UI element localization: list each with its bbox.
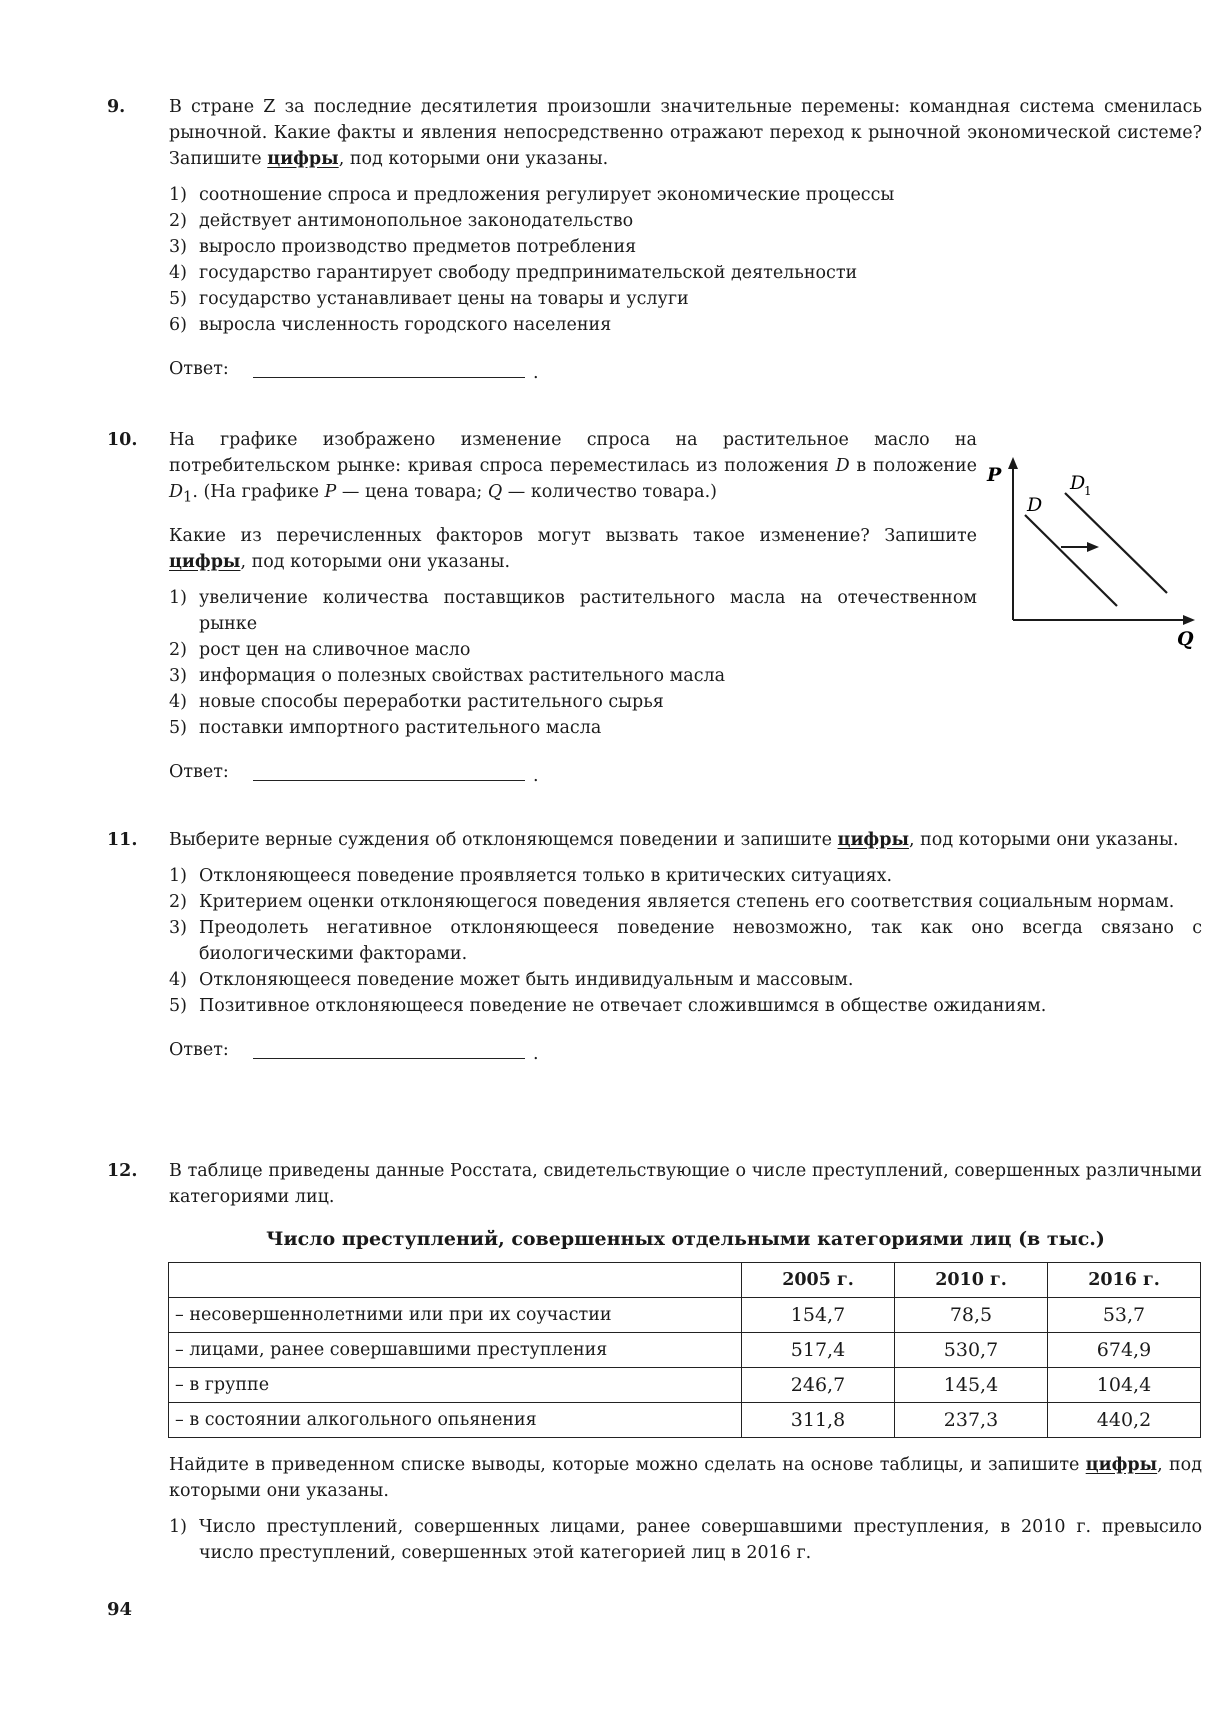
question-stem: Выберите верные суждения об отклоняющемся поведении и запишите цифры, под которыми они указаны. — [169, 830, 1179, 850]
question-stem: На графике изображено изменение спроса на растительное масло на потребительском рынке: кривая спроса переместилась из положения D в положение $D_1$. (На графике P — цена товара; Q — количество товара.) — [169, 430, 977, 506]
question-number: 12. — [107, 1161, 138, 1181]
question-12 — [107, 1158, 1202, 1566]
curve-label-d1-sub: 1 — [1084, 484, 1092, 498]
option-item: 5) Позитивное отклоняющееся поведение не отвечает сложившимся в обществе ожиданиям. — [169, 996, 1047, 1016]
options-list — [169, 585, 977, 741]
answer-line[interactable] — [253, 780, 525, 781]
question-stem-2: Какие из перечисленных факторов могут вызвать такое изменение? Запишите цифры, под которыми они указаны. — [169, 525, 977, 572]
p-axis-label: P — [987, 464, 1002, 486]
p-axis-arrow-icon — [1008, 457, 1018, 469]
demand-curve-d — [1025, 515, 1117, 606]
table-row — [169, 1368, 1201, 1403]
header-cell: 2010 г. — [895, 1263, 1048, 1298]
curve-label-d: D — [1027, 494, 1043, 516]
table-title: Число преступлений, совершенных отдельными категориями лиц (в тыс.) — [266, 1228, 1105, 1250]
answer-line[interactable] — [253, 1058, 525, 1059]
option-item: 2) действует антимонопольное законодательство — [169, 211, 634, 231]
table-header-row — [169, 1263, 1201, 1298]
demand-shift-graph — [985, 455, 1200, 655]
row-label: – в состоянии алкогольного опьянения — [169, 1403, 742, 1438]
question-9 — [107, 94, 1202, 386]
option-item: 6) выросла численность городского населения — [169, 315, 612, 335]
table-cell: 104,4 — [1048, 1368, 1201, 1403]
answer-label: Ответ: — [169, 761, 229, 782]
header-cell: 2005 г. — [742, 1263, 895, 1298]
table-cell: 674,9 — [1048, 1333, 1201, 1368]
table-cell: 246,7 — [742, 1368, 895, 1403]
crime-statistics-table — [168, 1262, 1201, 1438]
table-cell: 53,7 — [1048, 1298, 1201, 1333]
row-label: – несовершеннолетними или при их соучастии — [169, 1298, 742, 1333]
row-label: – в группе — [169, 1368, 742, 1403]
question-11 — [107, 827, 1202, 1067]
question-number: 11. — [107, 830, 138, 850]
question-number: 10. — [107, 430, 138, 450]
option-item: 4) новые способы переработки растительного сырья — [169, 691, 664, 712]
answer-field[interactable]: Ответ: . — [169, 359, 539, 383]
option-item: 1) Отклоняющееся поведение проявляется только в критических ситуациях. — [169, 866, 893, 886]
option-item: 4) Отклоняющееся поведение может быть индивидуальным и массовым. — [169, 970, 854, 990]
answer-field[interactable]: Ответ: . — [169, 761, 539, 786]
answer-label: Ответ: — [169, 359, 229, 379]
table-cell: 530,7 — [895, 1333, 1048, 1368]
row-label: – лицами, ранее совершавшими преступления — [169, 1333, 742, 1368]
option-item: 1) Число преступлений, совершенных лицами, ранее совершавшими преступления, в 2010 г. превысило число преступлений, совершенных этой категорией лиц в 2016 г. — [169, 1517, 1202, 1563]
q-axis-label: Q — [1177, 628, 1194, 650]
option-item: 5) государство устанавливает цены на товары и услуги — [169, 289, 689, 309]
answer-line[interactable] — [253, 377, 525, 378]
option-item: 3) информация о полезных свойствах растительного масла — [169, 665, 726, 686]
options-list — [169, 863, 1202, 1019]
header-cell — [169, 1263, 742, 1298]
option-item: 1) соотношение спроса и предложения регулирует экономические процессы — [169, 185, 895, 205]
page-number: 94 — [107, 1599, 133, 1620]
table-cell: 311,8 — [742, 1403, 895, 1438]
table-cell: 517,4 — [742, 1333, 895, 1368]
option-item: 4) государство гарантирует свободу предпринимательской деятельности — [169, 263, 858, 283]
option-item: 5) поставки импортного растительного масла — [169, 717, 602, 738]
table-cell: 440,2 — [1048, 1403, 1201, 1438]
table-cell: 154,7 — [742, 1298, 895, 1333]
table-row — [169, 1298, 1201, 1333]
table-cell: 78,5 — [895, 1298, 1048, 1333]
demand-curve-d1 — [1065, 493, 1167, 593]
question-stem: В таблице приведены данные Росстата, свидетельствующие о числе преступлений, совершенных различными категориями лиц. — [169, 1161, 1202, 1207]
options-list — [169, 182, 1202, 338]
q-axis-arrow-icon — [1183, 615, 1195, 625]
question-number: 9. — [107, 97, 126, 117]
option-item: 3) выросло производство предметов потребления — [169, 237, 637, 257]
curve-label-d1: D — [1070, 472, 1086, 494]
option-item: 2) Критерием оценки отклоняющегося поведения является степень его соответствия социальным нормам. — [169, 892, 1175, 912]
option-item: 3) Преодолеть негативное отклоняющееся поведение невозможно, так как оно всегда связано с биологическими факторами. — [169, 918, 1202, 964]
shift-arrow-icon — [1087, 542, 1099, 552]
answer-field[interactable]: Ответ: . — [169, 1040, 539, 1064]
options-list — [169, 1514, 1202, 1566]
option-item: 2) рост цен на сливочное масло — [169, 639, 471, 660]
question-stem-2: Найдите в приведенном списке выводы, которые можно сделать на основе таблицы, и запишите цифры, под которыми они указаны. — [169, 1455, 1202, 1501]
question-stem: В стране Z за последние десятилетия произошли значительные перемены: командная система сменилась рыночной. Какие факты и явления непосредственно отражают переход к рыночной экономической системе? Запишите цифры, под которыми они указаны. — [169, 97, 1202, 169]
table-row — [169, 1403, 1201, 1438]
option-item: 1) увеличение количества поставщиков растительного масла на отечественном рынке — [169, 587, 977, 634]
table-cell: 237,3 — [895, 1403, 1048, 1438]
table-row — [169, 1333, 1201, 1368]
header-cell: 2016 г. — [1048, 1263, 1201, 1298]
answer-label: Ответ: — [169, 1040, 229, 1060]
table-cell: 145,4 — [895, 1368, 1048, 1403]
